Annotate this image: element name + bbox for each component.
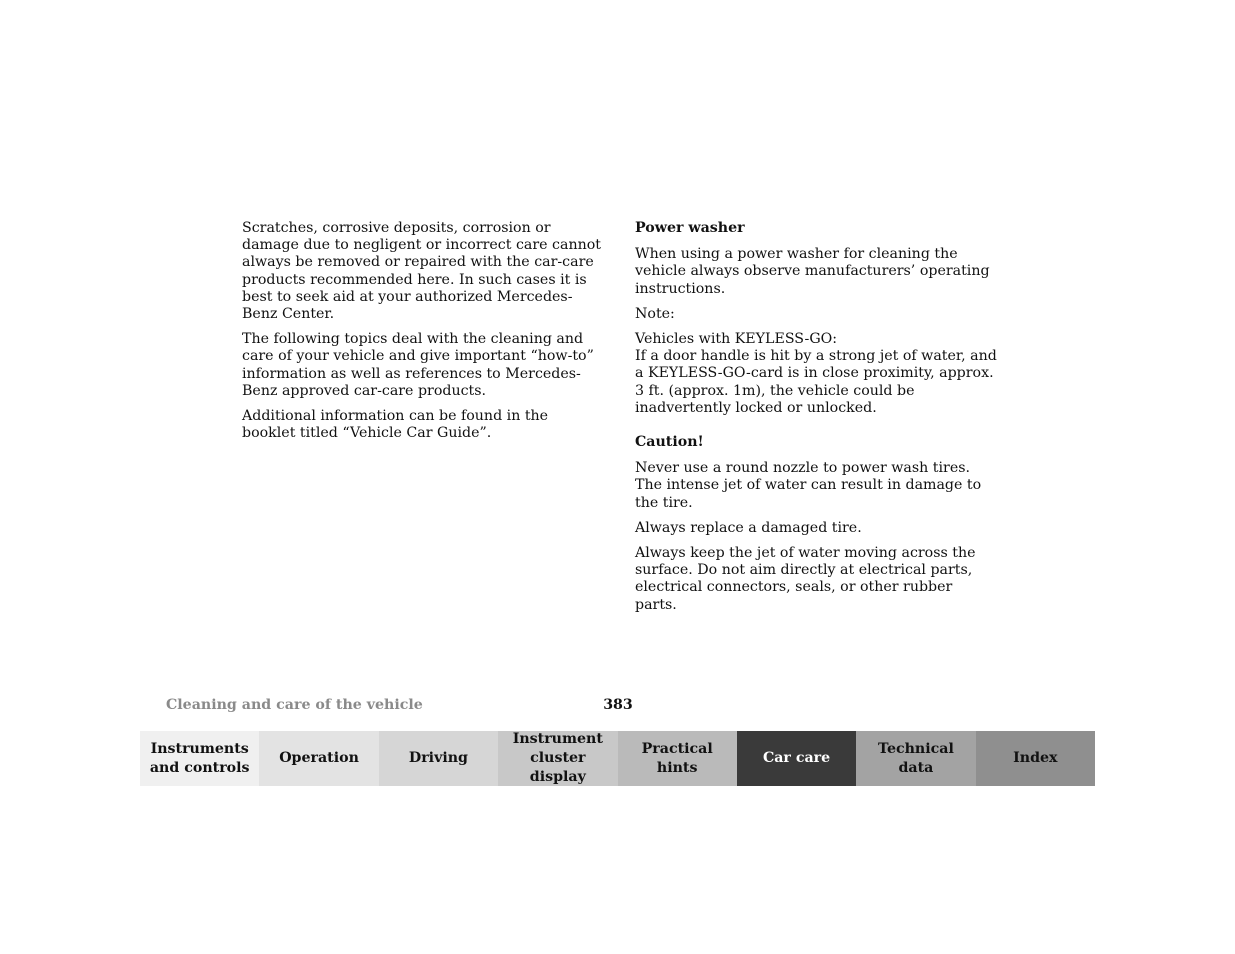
- tab-technical-data[interactable]: [856, 731, 975, 786]
- tab-driving[interactable]: [379, 731, 498, 786]
- section-title: Cleaning and care of the vehicle: [166, 697, 423, 713]
- intro-paragraph-booklet: Additional information can be found in the booklet titled “Vehicle Car Guide”.: [242, 408, 549, 442]
- tab-label: Instruments and controls: [149, 740, 250, 776]
- tab-operation[interactable]: [259, 731, 378, 786]
- tab-label: Technical data: [878, 740, 954, 776]
- tab-label: Index: [1013, 750, 1058, 766]
- tab-car-care[interactable]: [737, 731, 856, 786]
- tab-label: Instrument cluster display: [512, 731, 603, 785]
- caution-paragraph-keep-moving: Always keep the jet of water moving across the surface. Do not aim directly at electrical parts, electrical connectors, seals, or other rubber parts.: [635, 545, 976, 613]
- note-line-keyless: Vehicles with KEYLESS-GO:: [635, 331, 838, 348]
- note-label: Note:: [635, 305, 675, 322]
- tab-label: Practical hints: [641, 740, 713, 776]
- page-number: 383: [603, 697, 633, 713]
- tab-instrument-cluster-display[interactable]: [498, 731, 617, 786]
- tab-label: Car care: [762, 750, 831, 766]
- chapter-tabs: [140, 731, 1095, 786]
- caution-paragraph-nozzle: Never use a round nozzle to power wash tires. The intense jet of water can result in damage to the tire.: [635, 460, 982, 511]
- tab-index[interactable]: [976, 731, 1095, 786]
- note-line-door-handle: If a door handle is hit by a strong jet of water, and a KEYLESS-GO-card is in close proximity, approx. 3 ft. (approx. 1m), the vehicle could be inadvertently locked or unlocked.: [635, 348, 997, 416]
- right-column: [635, 220, 997, 622]
- tab-label: Operation: [279, 750, 359, 766]
- intro-paragraph-damage: Scratches, corrosive deposits, corrosion or damage due to negligent or incorrect care cannot always be removed or repaired with the car-care products recommended here. In such cases it is best to seek aid at your authorized Mercedes-Benz Center.: [242, 220, 601, 323]
- tab-label: Driving: [408, 750, 468, 766]
- intro-paragraph-topics: The following topics deal with the cleaning and care of your vehicle and give important “how-to” information as well as references to Mercedes-Benz approved car-care products.: [242, 331, 594, 399]
- tab-practical-hints[interactable]: [618, 731, 737, 786]
- caution-heading: Caution!: [635, 434, 704, 451]
- note-body: [635, 331, 997, 417]
- power-washer-text: When using a power washer for cleaning the vehicle always observe manufacturers’ operating instructions.: [635, 246, 990, 297]
- tab-instruments-and-controls[interactable]: [140, 731, 259, 786]
- caution-paragraph-replace-tire: Always replace a damaged tire.: [635, 519, 862, 536]
- left-column: [242, 220, 604, 450]
- power-washer-heading: Power washer: [635, 220, 745, 236]
